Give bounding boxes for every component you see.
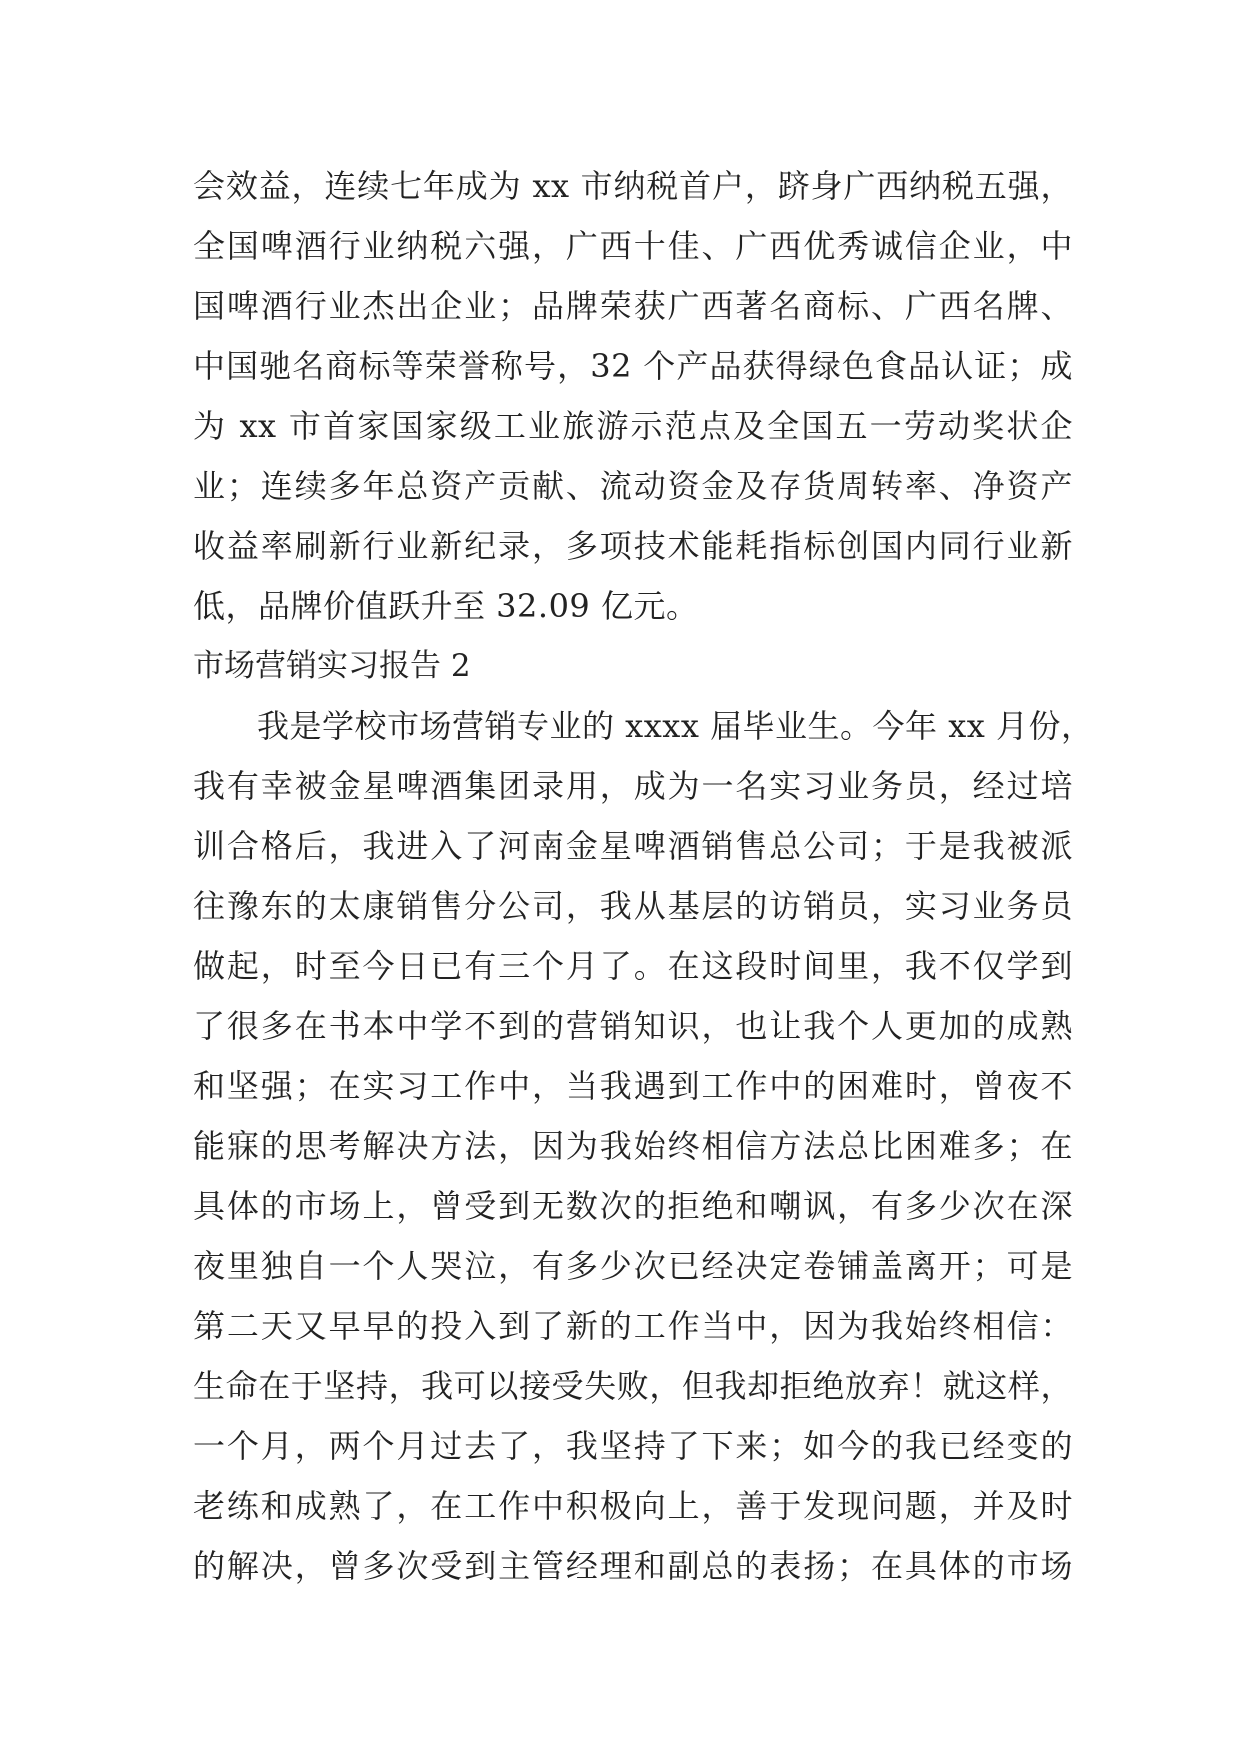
section-heading: 市场营销实习报告 2 bbox=[193, 648, 471, 684]
paragraph-line: 全国啤酒行业纳税六强，广西十佳、广西优秀诚信企业，中 bbox=[193, 227, 1073, 265]
paragraph-line: 具体的市场上，曾受到无数次的拒绝和嘲讽，有多少次在深 bbox=[193, 1187, 1073, 1225]
paragraph-line: 能寐的思考解决方法，因为我始终相信方法总比困难多；在 bbox=[193, 1127, 1073, 1165]
paragraph-line: 训合格后，我进入了河南金星啤酒销售总公司；于是我被派 bbox=[193, 827, 1073, 865]
paragraph-line: 和坚强；在实习工作中，当我遇到工作中的困难时，曾夜不 bbox=[193, 1067, 1073, 1105]
paragraph-line: 老练和成熟了，在工作中积极向上，善于发现问题，并及时 bbox=[193, 1487, 1073, 1525]
paragraph-line: 我有幸被金星啤酒集团录用，成为一名实习业务员，经过培 bbox=[193, 767, 1073, 805]
paragraph-line: 会效益，连续七年成为 xx 市纳税首户，跻身广西纳税五强， bbox=[193, 167, 1073, 205]
paragraph-line: 第二天又早早的投入到了新的工作当中，因为我始终相信： bbox=[193, 1307, 1073, 1345]
paragraph-line: 生命在于坚持，我可以接受失败，但我却拒绝放弃！就这样， bbox=[193, 1367, 1073, 1405]
paragraph-line: 我是学校市场营销专业的 xxxx 届毕业生。今年 xx 月份， bbox=[257, 707, 1094, 745]
paragraph-line: 做起，时至今日已有三个月了。在这段时间里，我不仅学到 bbox=[193, 947, 1073, 985]
paragraph-line: 一个月，两个月过去了，我坚持了下来；如今的我已经变的 bbox=[193, 1427, 1073, 1465]
paragraph-line: 收益率刷新行业新纪录，多项技术能耗指标创国内同行业新 bbox=[193, 527, 1073, 565]
paragraph-line: 中国驰名商标等荣誉称号，32 个产品获得绿色食品认证；成 bbox=[193, 347, 1073, 385]
paragraph-line: 夜里独自一个人哭泣，有多少次已经决定卷铺盖离开；可是 bbox=[193, 1247, 1073, 1285]
paragraph-line: 国啤酒行业杰出企业；品牌荣获广西著名商标、广西名牌、 bbox=[193, 287, 1073, 325]
paragraph-line: 业；连续多年总资产贡献、流动资金及存货周转率、净资产 bbox=[193, 467, 1073, 505]
paragraph-line: 为 xx 市首家国家级工业旅游示范点及全国五一劳动奖状企 bbox=[193, 407, 1073, 445]
paragraph-line: 了很多在书本中学不到的营销知识，也让我个人更加的成熟 bbox=[193, 1007, 1073, 1045]
paragraph-line: 低，品牌价值跃升至 32.09 亿元。 bbox=[193, 587, 699, 625]
paragraph-line: 往豫东的太康销售分公司，我从基层的访销员，实习业务员 bbox=[193, 887, 1073, 925]
paragraph-line: 的解决，曾多次受到主管经理和副总的表扬；在具体的市场 bbox=[193, 1547, 1073, 1585]
